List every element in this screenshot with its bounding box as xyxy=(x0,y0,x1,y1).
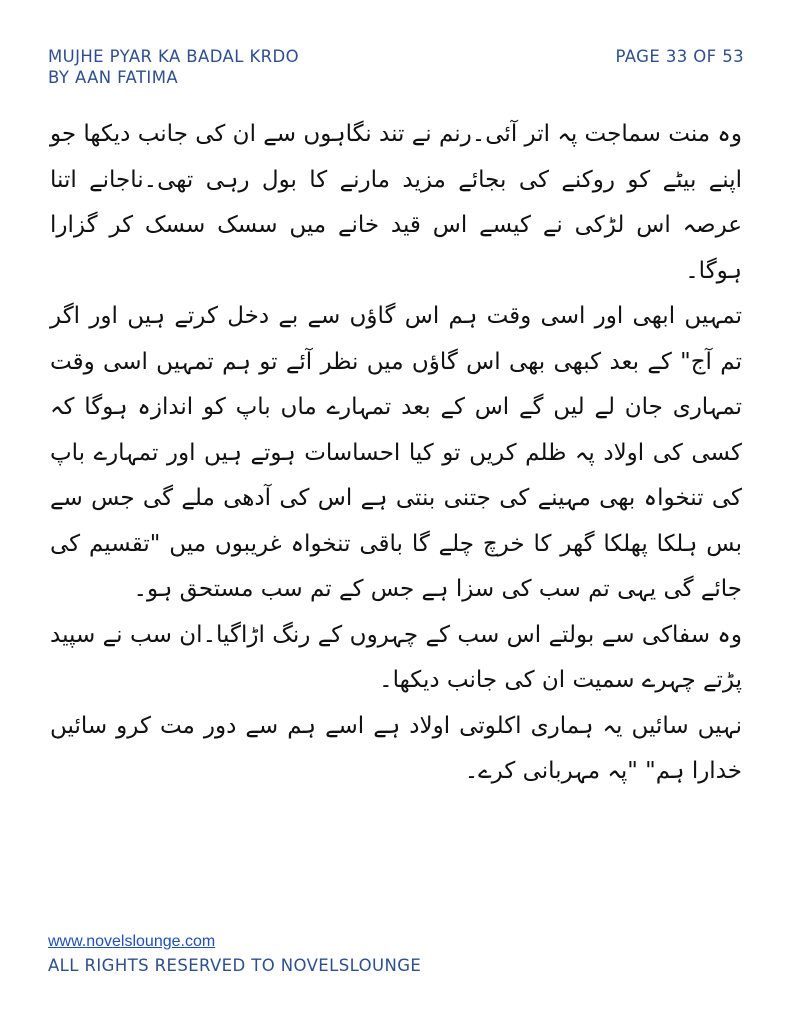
header-title-block xyxy=(48,46,299,88)
author-name: BY AAN FATIMA xyxy=(48,68,179,87)
paragraph-2: تمہیں ابھی اور اسی وقت ہم اس گاؤں سے بے دخل کرتے ہیں اور اگر تم آج" کے بعد کبھی بھی اس گاؤں میں نظر آئے تو ہم تمہیں اسی وقت تمہاری جان لے لیں گے اس کے بعد تمہارے ماں باپ کو اندازہ ہوگا کہ کسی کی اولاد پہ ظلم کریں تو کیا احساسات ہوتے ہیں اور تمہارے باپ کی تنخواہ بھی مہینے کی جتنی بنتی ہے اس کی آدھی ملے گی جس سے بس ہلکا پھلکا گھر کا خرچ چلے گا باقی تنخواہ غریبوں میں "تقسیم کی جائے گی یہی تم سب کی سزا ہے جس کے تم سب مستحق ہو۔ xyxy=(50,303,742,602)
rights-notice: ALL RIGHTS RESERVED TO NOVELSLOUNGE xyxy=(48,956,422,975)
paragraph-4: نہیں سائیں یہ ہماری اکلوتی اولاد ہے اسے ہم سے دور مت کرو سائیں خدارا ہم" "پہ مہربانی کرے۔ xyxy=(50,712,742,784)
paragraph-1: وہ منت سماجت پہ اتر آئی۔رنم نے تند نگاہوں سے ان کی جانب دیکھا جو اپنے بیٹے کو روکنے کی بجائے مزید مارنے کا بول رہی تھی۔ناجانے اتنا عرصہ اس لڑکی نے کیسے اس قید خانے میں سسک سسک کر گزارا ہوگا۔ xyxy=(50,121,742,284)
paragraph-3: وہ سفاکی سے بولتے اس سب کے چہروں کے رنگ اڑاگیا۔ان سب نے سپید پڑتے چہرے سمیت ان کی جانب دیکھا۔ xyxy=(50,621,742,693)
website-link[interactable]: www.novelslounge.com xyxy=(48,933,216,950)
page-footer xyxy=(48,932,421,977)
story-body xyxy=(50,112,742,795)
page-indicator: PAGE 33 OF 53 xyxy=(615,47,744,66)
page-header xyxy=(48,46,744,94)
novel-title: MUJHE PYAR KA BADAL KRDO xyxy=(48,47,300,66)
